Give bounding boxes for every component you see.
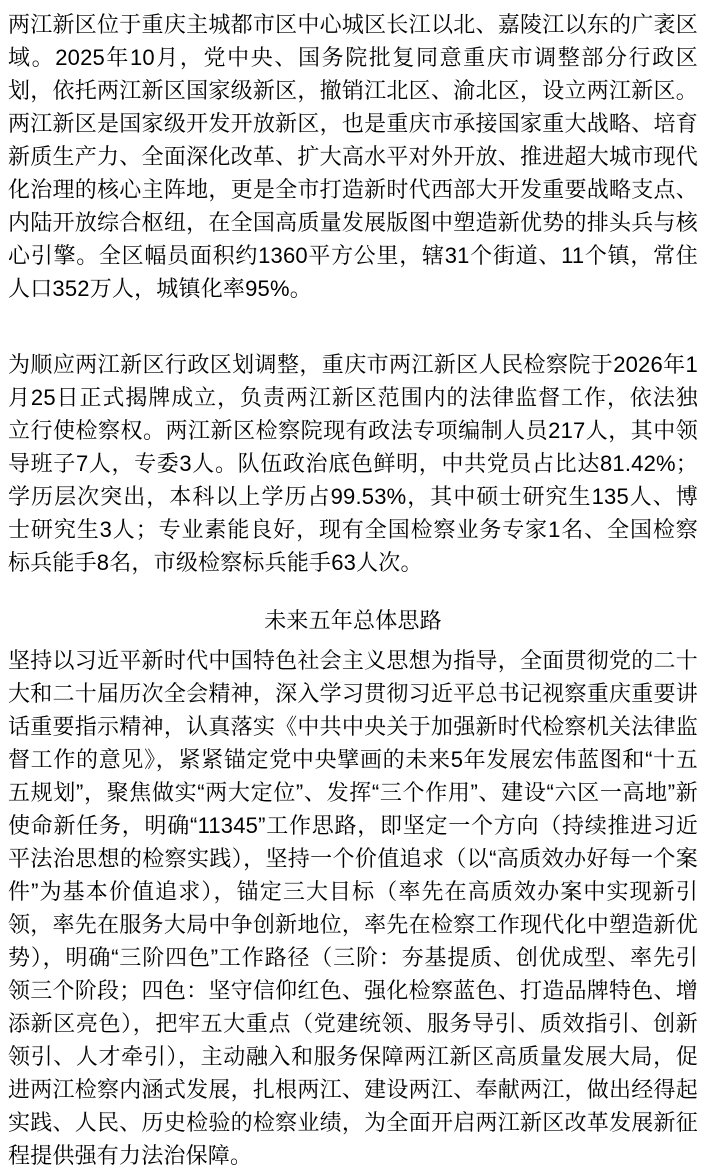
five-year-plan-paragraph: 坚持以习近平新时代中国特色社会主义思想为指导，全面贯彻党的二十大和二十届历次全会精神，深入学习贯彻习近平总书记视察重庆重要讲话重要指示精神，认真落实《中共中央关于加强新时代检察机关法律监督工作的意见》，紧紧锚定党中央擘画的未来5年发展宏伟蓝图和“十五五规划”，聚焦做实“两大定位”、发挥“三个作用”、建设“六区一高地”新使命新任务，明确“11345”工作思路，即坚定一个方向（持续推进习近平法治思想的检察实践），坚持一个价值追求（以“高质效办好每一个案件”为基本价值追求），锚定三大目标（率先在高质效办案中实现新引领，率先在服务大局中争创新地位，率先在检察工作现代化中塑造新优势），明确“三阶四色”工作路径（三阶：夯基提质、创优成型、率先引领三个阶段；四色：坚守信仰红色、强化检察蓝色、打造品牌特色、增添新区亮色），把牢五大重点（党建统领、服务导引、质效指引、创新领引、人才牵引），主动融入和服务保障两江新区高质量发展大局，促进两江检察内涵式发展，扎根两江、建设两江、奉献两江，做出经得起实践、人民、历史检验的检察业绩，为全面开启两江新区改革发展新征程提供强有力法治保障。 <box>8 648 698 1168</box>
procuratorate-overview-paragraph: 为顺应两江新区行政区划调整，重庆市两江新区人民检察院于2026年1月25日正式揭牌成立，负责两江新区范围内的法律监督工作，依法独立行使检察权。两江新区检察院现有政法专项编制人员217人，其中领导班子7人，专委3人。队伍政治底色鲜明，中共党员占比达81.42%；学历层次突出，本科以上学历占99.53%，其中硕士研究生135人、博士研究生3人；专业素能良好，现有全国检察业务专家1名、全国检察标兵能手8名，市级检察标兵能手63人次。 <box>8 352 698 575</box>
intro-paragraph: 两江新区位于重庆主城都市区中心城区长江以北、嘉陵江以东的广袤区域。2025年10月，党中央、国务院批复同意重庆市调整部分行政区划，依托两江新区国家级新区，撤销江北区、渝北区，设立两江新区。两江新区是国家级开发开放新区，也是重庆市承接国家重大战略、培育新质生产力、全面深化改革、扩大高水平对外开放、推进超大城市现代化治理的核心主阵地，更是全市打造新时代西部大开发重要战略支点、内陆开放综合枢纽，在全国高质量发展版图中塑造新优势的排头兵与核心引擎。全区幅员面积约1360平方公里，辖31个街道、11个镇，常住人口352万人，城镇化率95%。 <box>8 12 698 301</box>
section-heading-five-year-plan: 未来五年总体思路 <box>264 608 442 633</box>
